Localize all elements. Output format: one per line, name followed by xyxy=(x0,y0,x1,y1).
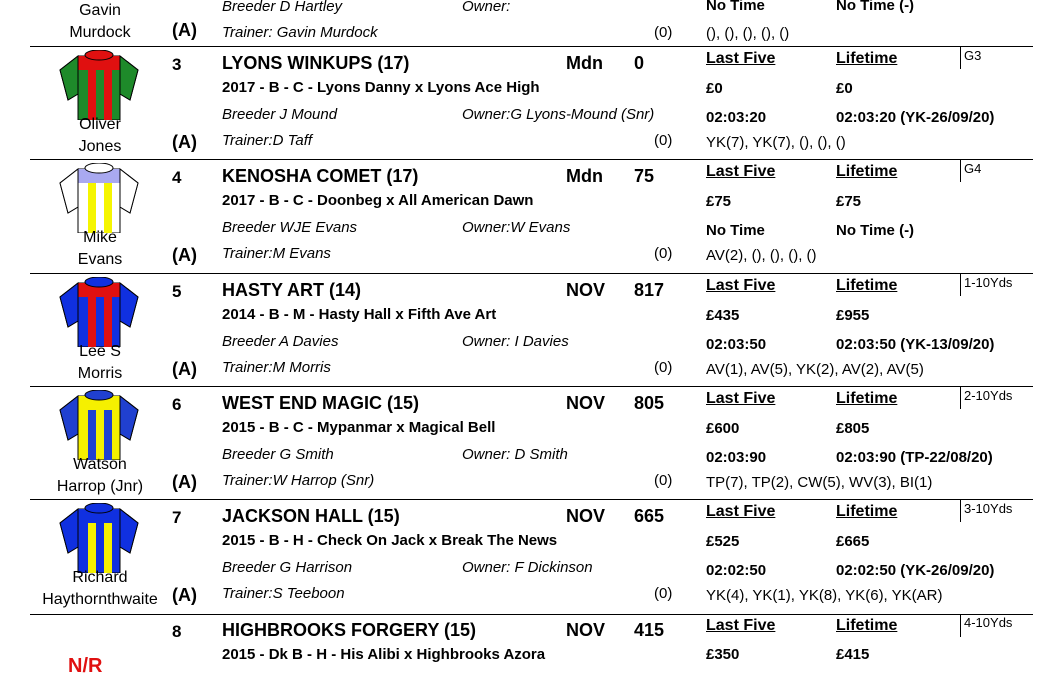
life-time: No Time (-) xyxy=(836,222,915,240)
last-five-header: Last Five xyxy=(706,503,776,521)
last-winnings: £0 xyxy=(706,80,723,97)
rider-name-line2: Evans xyxy=(77,251,123,269)
grade: 2-10Yds xyxy=(964,387,1013,403)
trainer: Trainer:S Teeboon xyxy=(222,585,345,603)
life-winnings: £0 xyxy=(836,80,853,97)
horse-name: WEST END MAGIC (15) xyxy=(222,392,420,413)
runner-number: 3 xyxy=(172,55,182,74)
owner: Owner: I Davies xyxy=(462,332,569,350)
life-winnings: £75 xyxy=(836,193,862,211)
jockey-silks xyxy=(58,277,140,347)
last-winnings: £350 xyxy=(706,646,740,663)
grade: 4-10Yds xyxy=(964,615,1013,630)
rider-name-line1: Mike xyxy=(83,229,117,247)
rating: 805 xyxy=(634,392,665,413)
owner: Owner: F Dickinson xyxy=(462,559,593,577)
horse-name: KENOSHA COMET (17) xyxy=(222,166,419,187)
row-divider xyxy=(30,46,1030,47)
life-time: No Time (-) xyxy=(836,0,915,14)
horse-name: HIGHBROOKS FORGERY (15) xyxy=(222,620,477,640)
rating: 75 xyxy=(634,166,655,187)
owner: Owner: xyxy=(462,0,511,15)
row-divider xyxy=(30,273,1030,274)
form: AV(2), (), (), (), () xyxy=(706,247,817,265)
life-time: 02:03:90 (TP-22/08/20) xyxy=(836,448,993,466)
life-time: 02:03:50 (YK-13/09/20) xyxy=(836,335,995,353)
class: NOV xyxy=(566,506,606,527)
rider-name-line1: Richard xyxy=(72,569,128,587)
row-divider xyxy=(30,386,1030,387)
grade: 3-10Yds xyxy=(964,501,1013,517)
owner: Owner:W Evans xyxy=(462,219,571,237)
lifetime-header: Lifetime xyxy=(836,389,898,407)
runner-number: 4 xyxy=(172,168,182,188)
breeding: 2015 - Dk B - H - His Alibi x Highbrooks Azora xyxy=(222,646,546,663)
breeding: 2017 - B - C - Doonbeg x All American Dawn xyxy=(222,192,534,210)
trainer: Trainer:D Taff xyxy=(222,132,313,149)
allowance: (A) xyxy=(172,471,197,492)
life-winnings: £955 xyxy=(836,306,870,324)
allowance: (A) xyxy=(172,245,197,266)
rider-name-line1: Lee S xyxy=(79,342,121,360)
allowance: (A) xyxy=(172,20,197,40)
trainer-name-line2: Murdock xyxy=(69,24,131,41)
class: NOV xyxy=(566,279,606,300)
trainer: Trainer:M Morris xyxy=(222,358,331,376)
rider-name-line1: Watson xyxy=(73,455,127,473)
life-time: 02:03:20 (YK-26/09/20) xyxy=(836,109,995,126)
class: Mdn xyxy=(566,166,603,187)
grade: G4 xyxy=(964,161,982,177)
form: (), (), (), (), () xyxy=(706,25,790,42)
life-winnings: £415 xyxy=(836,646,870,663)
runner-number: 8 xyxy=(172,622,182,641)
allowance: (A) xyxy=(172,132,197,152)
last-time: No Time xyxy=(706,0,765,14)
row-divider xyxy=(30,499,1030,500)
non-runner-label: N/R xyxy=(68,655,103,677)
trainer-name-line1: Gavin xyxy=(79,2,121,19)
count: (0) xyxy=(654,132,673,149)
breeding: 2015 - B - H - Check On Jack x Break The News xyxy=(222,532,558,550)
jockey-silks xyxy=(58,503,140,573)
breeder: Breeder D Hartley xyxy=(222,0,343,15)
row-divider xyxy=(30,614,1030,615)
rider-name-line2: Jones xyxy=(78,138,122,155)
life-time: 02:02:50 (YK-26/09/20) xyxy=(836,562,995,580)
last-five-header: Last Five xyxy=(706,163,776,181)
row-divider xyxy=(30,159,1030,160)
form: TP(7), TP(2), CW(5), WV(3), BI(1) xyxy=(706,473,933,491)
owner: Owner: D Smith xyxy=(462,445,568,463)
grade: 1-10Yds xyxy=(964,274,1013,290)
trainer: Trainer:W Harrop (Snr) xyxy=(222,471,375,489)
horse-name: LYONS WINKUPS (17) xyxy=(222,53,410,73)
rider-name-line2: Morris xyxy=(77,364,123,382)
last-time: 02:03:50 xyxy=(706,335,767,353)
count: (0) xyxy=(654,24,673,41)
class: Mdn xyxy=(566,53,603,73)
breeding: 2015 - B - C - Mypanmar x Magical Bell xyxy=(222,418,496,436)
runner-number: 6 xyxy=(172,394,182,414)
last-time: 02:02:50 xyxy=(706,562,767,580)
rating: 0 xyxy=(634,53,645,73)
form: YK(7), YK(7), (), (), () xyxy=(706,134,846,151)
form: AV(1), AV(5), YK(2), AV(2), AV(5) xyxy=(706,360,924,378)
form: YK(4), YK(1), YK(8), YK(6), YK(AR) xyxy=(706,587,943,605)
jockey-silks xyxy=(58,390,140,460)
last-winnings: £435 xyxy=(706,306,740,324)
allowance: (A) xyxy=(172,358,197,379)
lifetime-header: Lifetime xyxy=(836,276,898,294)
runner-number: 7 xyxy=(172,508,182,528)
breeder: Breeder A Davies xyxy=(222,332,339,350)
last-five-header: Last Five xyxy=(706,617,776,634)
life-winnings: £805 xyxy=(836,419,870,437)
horse-name: HASTY ART (14) xyxy=(222,279,362,300)
rating: 415 xyxy=(634,620,665,640)
rating: 817 xyxy=(634,279,665,300)
rider-name-line2: Haythornthwaite xyxy=(42,591,158,609)
breeding: 2014 - B - M - Hasty Hall x Fifth Ave Art xyxy=(222,305,497,323)
last-winnings: £525 xyxy=(706,533,740,551)
count: (0) xyxy=(654,585,673,603)
horse-name: JACKSON HALL (15) xyxy=(222,506,400,527)
last-five-header: Last Five xyxy=(706,389,776,407)
owner: Owner:G Lyons-Mound (Snr) xyxy=(462,106,655,123)
count: (0) xyxy=(654,245,673,263)
breeding: 2017 - B - C - Lyons Danny x Lyons Ace High xyxy=(222,79,540,96)
trainer: Trainer:M Evans xyxy=(222,245,331,263)
life-winnings: £665 xyxy=(836,533,870,551)
last-five-header: Last Five xyxy=(706,276,776,294)
last-time: 02:03:90 xyxy=(706,448,767,466)
lifetime-header: Lifetime xyxy=(836,503,898,521)
breeder: Breeder WJE Evans xyxy=(222,219,358,237)
class: NOV xyxy=(566,620,606,640)
last-winnings: £75 xyxy=(706,193,732,211)
rider-name-line2: Harrop (Jnr) xyxy=(56,477,144,495)
runner-number: 5 xyxy=(172,281,182,301)
breeder: Breeder G Harrison xyxy=(222,559,353,577)
class: NOV xyxy=(566,392,606,413)
rider-name-line1: Oliver xyxy=(79,116,121,133)
jockey-silks xyxy=(58,163,140,233)
last-time: No Time xyxy=(706,222,765,240)
last-time: 02:03:20 xyxy=(706,109,767,126)
last-winnings: £600 xyxy=(706,419,740,437)
breeder: Breeder G Smith xyxy=(222,445,334,463)
last-five-header: Last Five xyxy=(706,50,776,67)
lifetime-header: Lifetime xyxy=(836,163,898,181)
count: (0) xyxy=(654,471,673,489)
lifetime-header: Lifetime xyxy=(836,50,898,67)
grade: G3 xyxy=(964,48,982,63)
count: (0) xyxy=(654,358,673,376)
jockey-silks xyxy=(58,50,140,120)
allowance: (A) xyxy=(172,585,197,606)
rating: 665 xyxy=(634,506,665,527)
lifetime-header: Lifetime xyxy=(836,617,898,634)
trainer: Trainer: Gavin Murdock xyxy=(222,24,378,41)
breeder: Breeder J Mound xyxy=(222,106,338,123)
